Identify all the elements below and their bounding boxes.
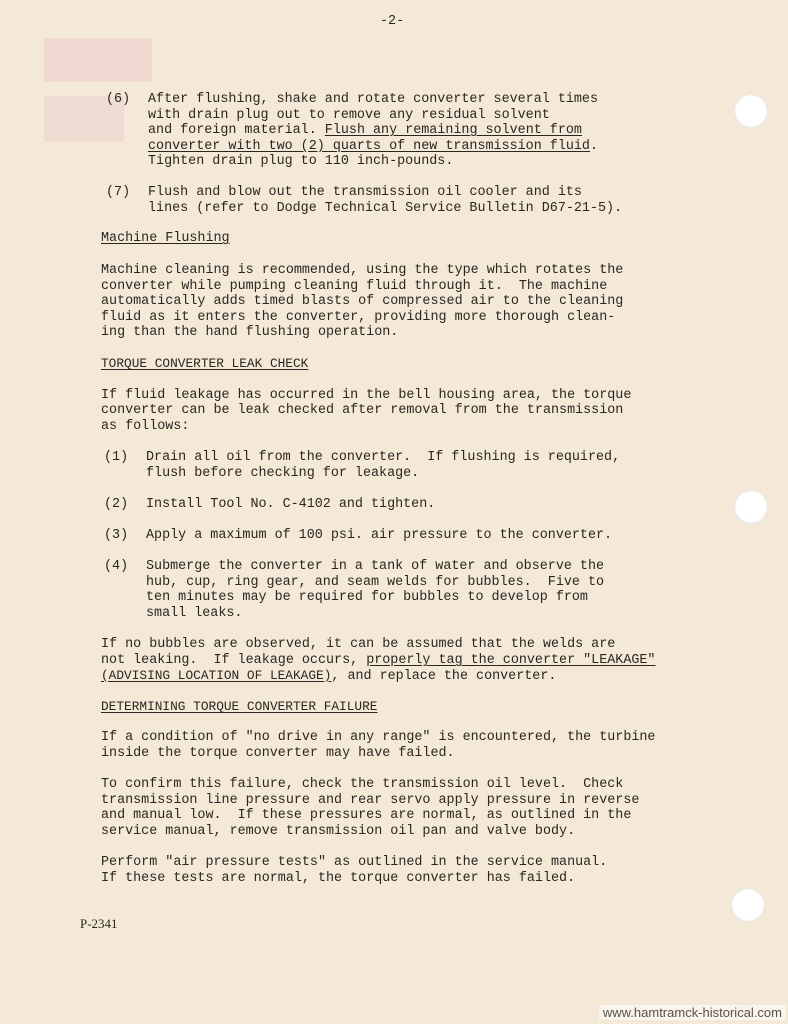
- item-6-emphasis-1: Flush any remaining solvent from: [324, 123, 582, 138]
- machine-para-line-2: converter while pumping cleaning fluid through it. The machine: [101, 279, 608, 294]
- item-6-line-1: After flushing, shake and rotate converter several times: [148, 92, 598, 107]
- leak-check-heading: TORQUE CONVERTER LEAK CHECK: [101, 356, 309, 371]
- failure-heading: DETERMINING TORQUE CONVERTER FAILURE: [101, 699, 378, 714]
- item-6-line-3: [148, 123, 582, 139]
- item-6-line-3a: and foreign material.: [148, 123, 325, 138]
- item-6-line-2: with drain plug out to remove any residual solvent: [148, 108, 550, 123]
- failure-para1-line-1: If a condition of "no drive in any range" is encountered, the turbine: [101, 730, 656, 745]
- item-6-line-4b: .: [589, 139, 599, 154]
- nobubble-line-3: [101, 668, 556, 685]
- leak-step-2-number: (2): [104, 497, 129, 512]
- punch-hole-middle: [734, 490, 768, 524]
- leak-para-line-3: as follows:: [101, 419, 190, 434]
- failure-para1-line-2: inside the torque converter may have failed.: [101, 746, 455, 761]
- item-6-emphasis-2: converter with two (2) quarts of new transmission fluid: [148, 139, 590, 154]
- failure-para2-line-3: and manual low. If these pressures are normal, as outlined in the: [101, 808, 632, 823]
- failure-para3-line-2: If these tests are normal, the torque converter has failed.: [101, 871, 576, 886]
- failure-para2-line-2: transmission line pressure and rear servo apply pressure in reverse: [101, 793, 640, 808]
- page-number: -2-: [380, 14, 405, 29]
- leak-para-line-2: converter can be leak checked after removal from the transmission: [101, 403, 624, 418]
- nobubble-line-1: If no bubbles are observed, it can be assumed that the welds are: [101, 637, 616, 652]
- item-7-line-2: lines (refer to Dodge Technical Service Bulletin D67-21-5).: [148, 201, 623, 216]
- item-6-line-5: Tighten drain plug to 110 inch-pounds.: [148, 154, 454, 169]
- failure-para2-line-1: To confirm this failure, check the transmission oil level. Check: [101, 777, 624, 792]
- nobubble-emphasis-2: (ADVISING LOCATION OF LEAKAGE): [101, 668, 332, 683]
- nobubble-line-2a: not leaking. If leakage occurs,: [101, 653, 367, 668]
- leak-step-4-line-1: Submerge the converter in a tank of water and observe the: [146, 559, 605, 574]
- machine-flushing-heading: Machine Flushing: [101, 231, 230, 246]
- leak-para-line-1: If fluid leakage has occurred in the bell housing area, the torque: [101, 388, 632, 403]
- machine-para-line-5: ing than the hand flushing operation.: [101, 325, 399, 340]
- leak-step-4-number: (4): [104, 559, 129, 574]
- punch-hole-bottom: [731, 888, 765, 922]
- leak-step-4-line-3: ten minutes may be required for bubbles to develop from: [146, 590, 588, 605]
- leak-step-4-line-4: small leaks.: [146, 606, 243, 621]
- leak-step-4-line-2: hub, cup, ring gear, and seam welds for bubbles. Five to: [146, 575, 605, 590]
- leak-step-1-line-1: Drain all oil from the converter. If flushing is required,: [146, 450, 621, 465]
- machine-para-line-3: automatically adds timed blasts of compressed air to the cleaning: [101, 294, 624, 309]
- failure-para2-line-4: service manual, remove transmission oil pan and valve body.: [101, 824, 576, 839]
- failure-para3-line-1: Perform "air pressure tests" as outlined in the service manual.: [101, 855, 608, 870]
- nobubble-line-2: [101, 653, 655, 669]
- nobubble-emphasis-1: properly tag the converter "LEAKAGE": [366, 653, 656, 668]
- item-6-line-4: [148, 139, 598, 155]
- leak-step-2-line-1: Install Tool No. C-4102 and tighten.: [146, 497, 436, 512]
- bleed-through-logo: [44, 38, 152, 82]
- leak-step-3-line-1: Apply a maximum of 100 psi. air pressure to the converter.: [146, 528, 613, 543]
- leak-step-3-number: (3): [104, 528, 129, 543]
- item-6-number: (6): [106, 92, 131, 107]
- item-7-number: (7): [106, 185, 131, 200]
- punch-hole-top: [734, 94, 768, 128]
- machine-para-line-4: fluid as it enters the converter, providing more thorough clean-: [101, 310, 616, 325]
- nobubble-line-3b: , and replace the converter.: [331, 669, 557, 684]
- leak-step-1-line-2: flush before checking for leakage.: [146, 466, 420, 481]
- leak-step-1-number: (1): [104, 450, 129, 465]
- form-number: P-2341: [80, 916, 118, 931]
- site-watermark: www.hamtramck-historical.com: [599, 1005, 786, 1020]
- item-7-line-1: Flush and blow out the transmission oil cooler and its: [148, 185, 582, 200]
- machine-para-line-1: Machine cleaning is recommended, using the type which rotates the: [101, 263, 624, 278]
